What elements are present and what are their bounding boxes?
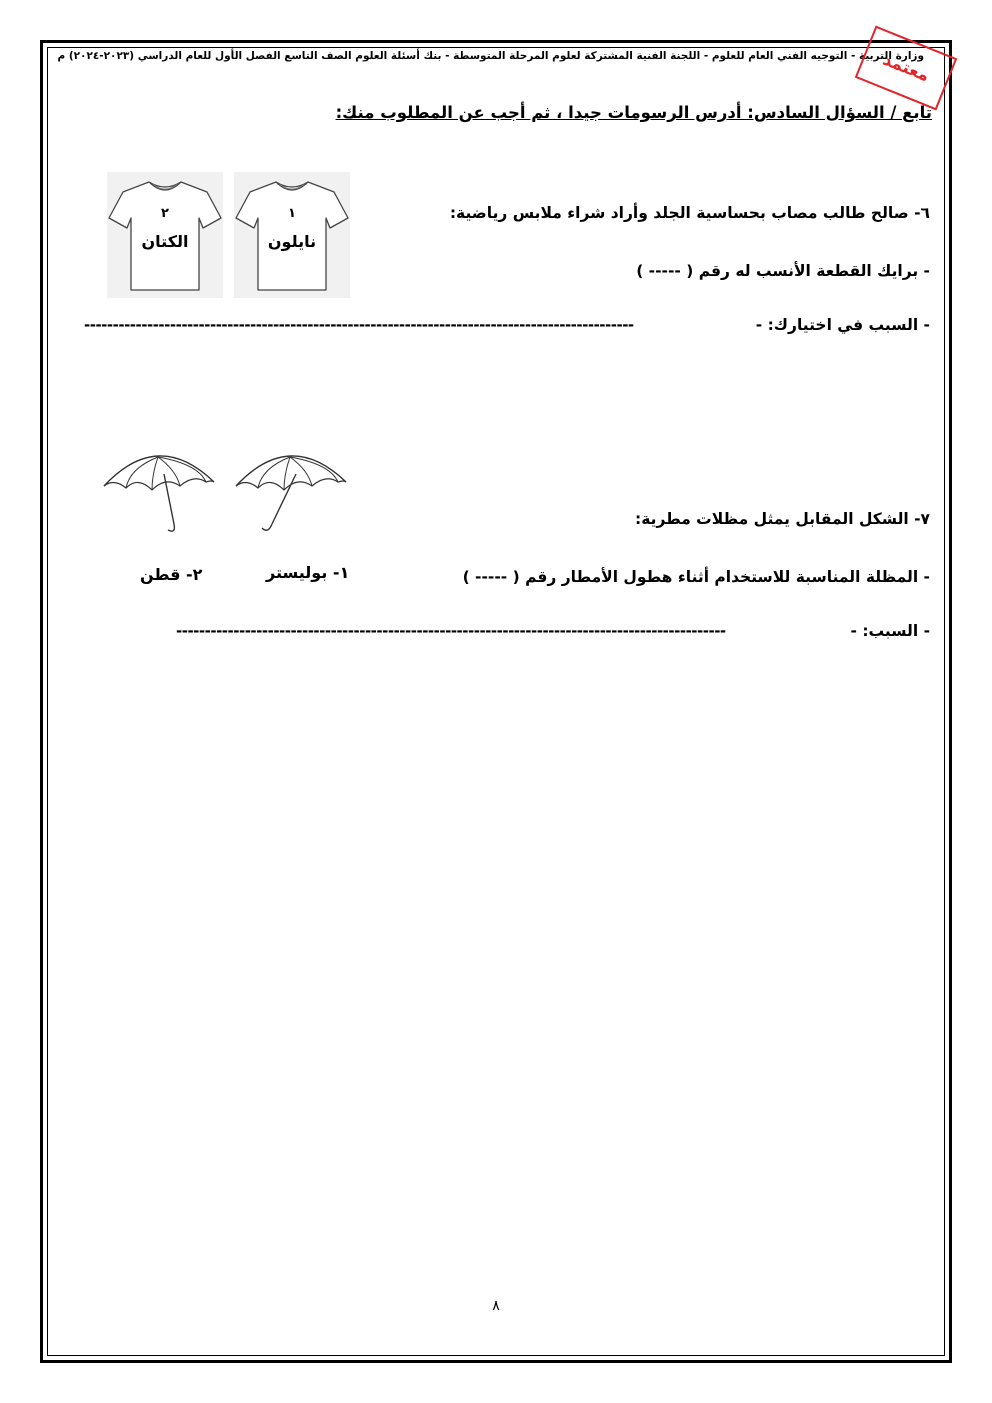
umbrella-label-2: ٢- قطن [140, 565, 203, 584]
shirt-label: نايلون [267, 232, 317, 251]
shirt-number: ١ [288, 206, 296, 221]
shirt-label: الكتان [141, 232, 189, 251]
q6-prompt: ٦- صالح طالب مصاب بحساسية الجلد وأراد شراء ملابس رياضية: [449, 204, 930, 222]
shirt-number: ٢ [161, 206, 169, 221]
umbrella-icon-2 [100, 446, 220, 536]
q7-prompt: ٧- الشكل المقابل يمثل مظلات مطرية: [635, 510, 930, 528]
umbrella-icon-1 [232, 446, 352, 536]
q7-answer-line[interactable]: ------------------------------------------------------------------------------------------------ [176, 622, 726, 640]
umbrella-label-1: ١- بوليستر [266, 563, 350, 582]
q7-choice-line[interactable]: - المظلة المناسبة للاستخدام أثناء هطول الأمطار رقم ( ----- ) [462, 568, 930, 586]
q6-reason-label: - السبب في اختيارك: - [755, 316, 930, 334]
stamp-text: معتمد [879, 49, 933, 87]
page-number: ٨ [492, 1298, 500, 1314]
section-title: تابع / السؤال السادس: أدرس الرسومات جيدا ، ثم أجب عن المطلوب منك: [335, 103, 932, 122]
shirt-card-2 [107, 172, 223, 298]
shirt-card-1 [234, 172, 350, 298]
q7-reason-label: - السبب: - [850, 622, 930, 640]
document-header: وزارة التربية - التوجيه الفني العام للعلوم - اللجنة الفنية المشتركة لعلوم المرحلة المتوسطة - بنك أسئلة العلوم الصف التاسع الفصل الأول للعام الدراسي (٢٠٢٣-٢٠٢٤) م [57, 50, 924, 62]
q6-answer-line[interactable]: ------------------------------------------------------------------------------------------------ [84, 316, 634, 334]
q6-choice-line[interactable]: - برايك القطعة الأنسب له رقم ( ----- ) [636, 262, 930, 280]
